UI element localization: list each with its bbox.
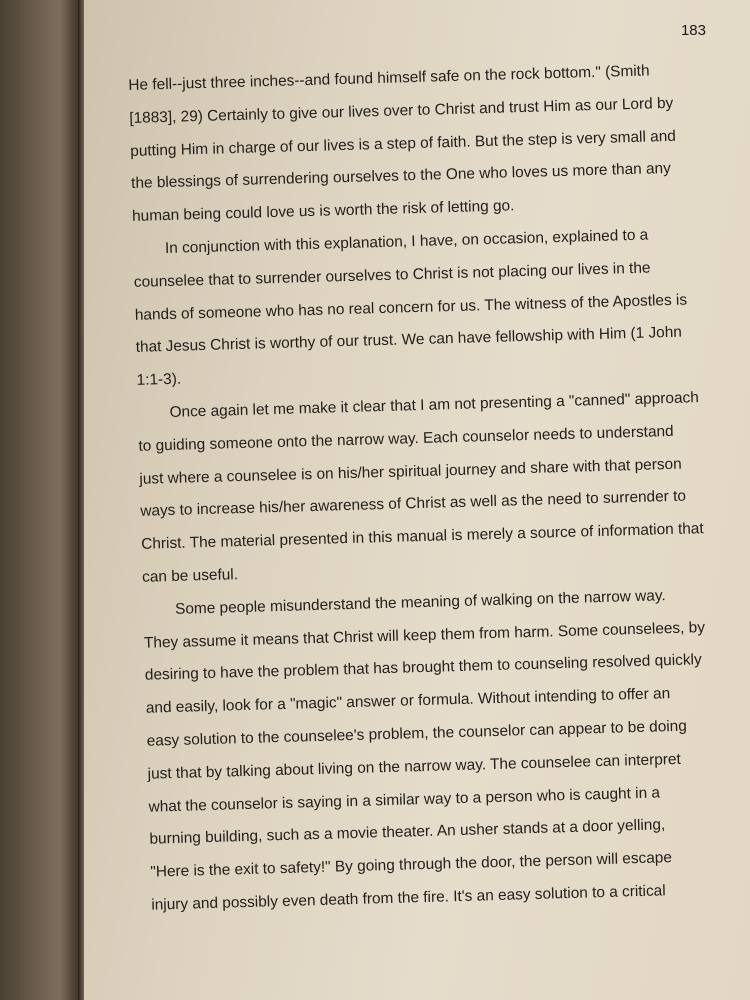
text-line: 1:1-3). [136, 370, 182, 390]
text-line: In conjunction with this explanation, I have, on occasion, explained to a [164, 226, 649, 258]
body-text [128, 54, 722, 922]
text-line: the blessings of surrendering ourselves to the One who loves us more than any [130, 160, 672, 193]
text-line: Once again let me make it clear that I am not presenting a "canned" approach [169, 389, 699, 421]
text-line: He fell--just three inches--and found himself safe on the rock bottom." (Smith [128, 62, 650, 94]
text-line: can be useful. [141, 566, 239, 586]
text-line: that Jesus Christ is worthy of our trust. We can have fellowship with Him (1 John [135, 324, 683, 357]
text-line: to guiding someone onto the narrow way. Each counselor needs to understand [138, 422, 674, 455]
text-line: and easily, look for a "magic" answer or formula. Without intending to offer an [145, 685, 671, 717]
text-line: just that by talking about living on the narrow way. The counselee can interpret [147, 750, 681, 783]
page-number: 183 [680, 22, 706, 39]
text-line: "Here is the exit to safety!" By going through the door, the person will escape [150, 849, 673, 881]
text-line: what the counselor is saying in a similar way to a person who is caught in a [148, 783, 661, 816]
text-line: easy solution to the counselee's problem, the counselor can appear to be doing [146, 717, 688, 750]
text-line: injury and possibly even death from the fire. It's an easy solution to a critical [151, 882, 666, 914]
left-page-edge [0, 0, 80, 1000]
text-line: desiring to have the problem that has brought them to counseling resolved quickly [144, 651, 702, 685]
book-page [84, 0, 750, 1000]
text-line: just where a counselee is on his/her spiritual journey and share with that person [139, 455, 682, 488]
text-line: They assume it means that Christ will keep them from harm. Some counselees, by [143, 618, 706, 652]
text-line: ways to increase his/her awareness of Christ as well as the need to surrender to [140, 487, 687, 521]
text-line: putting Him in charge of our lives is a step of faith. But the step is very small and [130, 127, 677, 160]
text-line: burning building, such as a movie theater. An usher stands at a door yelling, [149, 816, 666, 849]
text-line: hands of someone who has no real concern for us. The witness of the Apostles is [134, 291, 688, 324]
text-line: counselee that to surrender ourselves to Christ is not placing our lives in the [133, 259, 651, 291]
text-line: human being could love us is worth the risk of letting go. [131, 197, 515, 226]
text-line: [1883], 29) Certainly to give our lives over to Christ and trust Him as our Lord by [129, 94, 674, 127]
text-line: Some people misunderstand the meaning of walking on the narrow way. [174, 586, 666, 618]
text-line: Christ. The material presented in this manual is merely a source of information that [141, 520, 704, 553]
